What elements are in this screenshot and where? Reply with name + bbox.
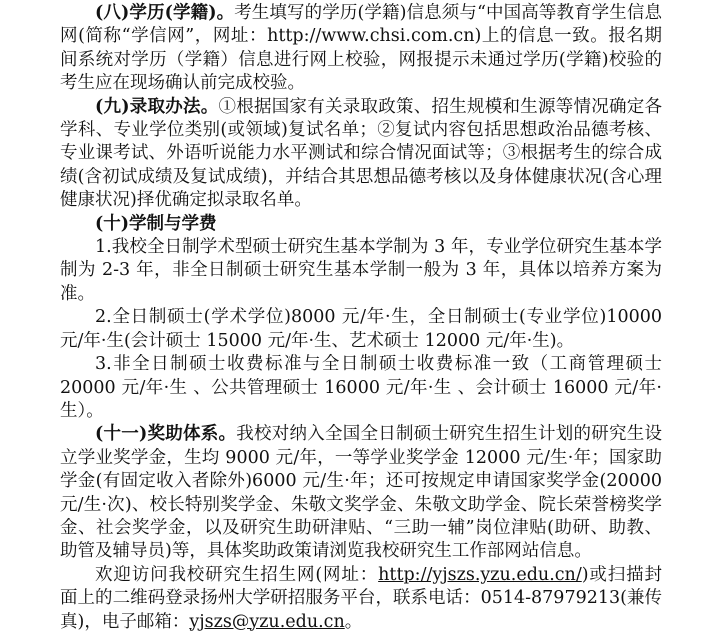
section-11-text: 我校对纳入全国全日制硕士研究生招生计划的研究生设立学业奖学金，生均 9000 元/年，一等学业奖学金 12000 元/生·年；国家助学金(有固定收入者除外)6000 元/生·年；还可按规定申请国家奖学金(20000 元/生·次)、校长特别奖学金、朱敬文奖学金、朱敬文助学金、院长荣誉榜奖学金、社会奖学金，以及研究生助研津贴、“三助一辅”岗位津贴(助研、助教、助管及辅导员)等，具体奖助政策请浏览我校研究生工作部网站信息。 bbox=[60, 424, 663, 562]
contact-text-3: 。 bbox=[344, 611, 363, 632]
section-11-heading: (十一)奖助体系。 bbox=[95, 424, 237, 445]
section-10-item-1: 1.我校全日制学术型硕士研究生基本学制为 3 年，专业学位研究生基本学制为 2-3 年，非全日制硕士研究生基本学制一般为 3 年，具体以培养方案为准。 bbox=[60, 237, 662, 304]
contact-text-2: )或扫描封面上的二维码登录扬州大学研招服务平台，联系电话：0514-87979213(兼传真)，电子邮箱： bbox=[60, 564, 663, 632]
section-9-heading: (九)录取办法。 bbox=[95, 96, 219, 117]
section-10-item-3: 3.非全日制硕士收费标准与全日制硕士收费标准一致（工商管理硕士20000 元/年·生 、公共管理硕士 16000 元/年·生 、会计硕士 16000 元/年·生）。 bbox=[60, 354, 662, 421]
section-8-heading: (八)学历(学籍)。 bbox=[95, 3, 235, 23]
email-link[interactable]: yjszs@yzu.edu.cn bbox=[189, 611, 345, 632]
section-8-text-1: 考生填写的学历(学籍)信息须与“中国高等教育学生信息网(简称“学信网”，网址： bbox=[60, 3, 662, 47]
section-8-text-2: )上的信息一致。报名期间系统对学历（学籍）信息进行网上校验，网报提示未通过学历(学籍)校验的考生应在现场确认前完成校验。 bbox=[60, 26, 662, 94]
contact-paragraph bbox=[60, 564, 662, 634]
chsi-url: http://www.chsi.com.cn bbox=[267, 26, 475, 47]
section-8-paragraph bbox=[60, 2, 662, 96]
section-10-item-2: 2.全日制硕士(学术学位)8000 元/年·生，全日制硕士(专业学位)10000 元/年·生(会计硕士 15000 元/年·生、艺术硕士 12000 元/年·生)。 bbox=[60, 307, 662, 351]
contact-text-1: 欢迎访问我校研究生招生网(网址： bbox=[95, 564, 379, 585]
section-9-text: ①根据国家有关录取政策、招生规模和生源等情况确定各学科、专业学位类别(或领域)复试名单；②复试内容包括思想政治品德考核、专业课考试、外语听说能力水平测试和综合情况面试等；③根据考生的综合成绩(含初试成绩及复试成绩)，并结合其思想品德考核以及身体健康状况(含心理健康状况)择优确定拟录取名单。 bbox=[60, 96, 662, 211]
admissions-site-link[interactable]: http://yjszs.yzu.edu.cn/ bbox=[378, 564, 582, 585]
section-10-heading: (十)学制与学费 bbox=[95, 213, 217, 234]
section-11-paragraph bbox=[60, 423, 662, 563]
section-9-paragraph bbox=[60, 96, 662, 213]
